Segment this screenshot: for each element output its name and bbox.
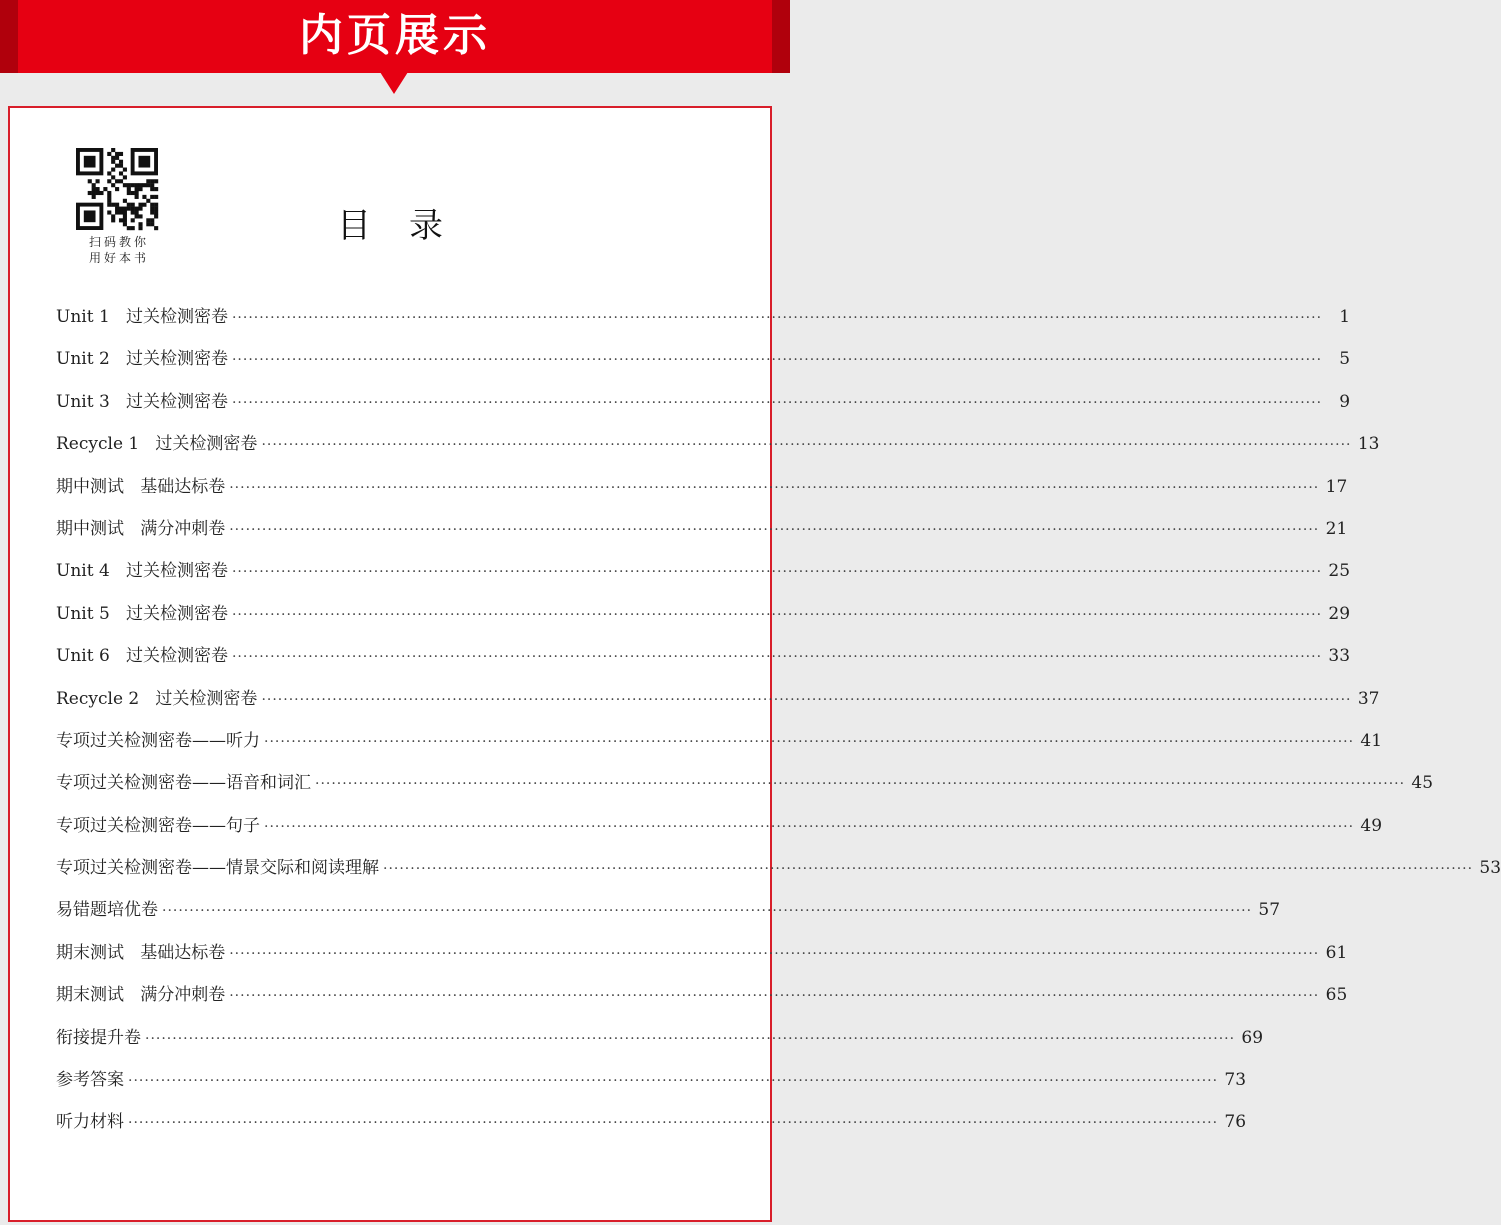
toc-page-number: 57: [1258, 900, 1281, 921]
toc-leader-dots: ········································································································································································································: [383, 861, 1474, 878]
toc-page-number: 17: [1325, 476, 1348, 497]
toc-leader-dots: ········································································································································································································: [162, 903, 1253, 920]
toc-entry-title: 期中测试 满分冲刺卷: [56, 518, 226, 539]
toc-leader-dots: ········································································································································································································: [231, 564, 1323, 581]
toc-entry-title: Recycle 1 过关检测密卷: [56, 434, 258, 455]
toc-row: [56, 889, 1281, 931]
toc-row: [56, 932, 1348, 974]
toc-leader-dots: ········································································································································································································: [128, 1073, 1219, 1090]
toc-entry-title: 专项过关检测密卷——情景交际和阅读理解: [56, 858, 379, 879]
toc-row: [56, 847, 1501, 889]
toc-row: [56, 338, 1351, 380]
toc-page-number: 73: [1224, 1070, 1247, 1091]
toc-row: [56, 635, 1351, 677]
toc-entry-title: 专项过关检测密卷——听力: [56, 730, 260, 751]
toc-page-number: 13: [1357, 434, 1380, 455]
page-title: 目录: [337, 206, 481, 246]
toc-leader-dots: ········································································································································································································: [231, 352, 1323, 369]
toc-row: [56, 1017, 1264, 1059]
toc-page-number: 53: [1479, 858, 1501, 879]
chevron-down-icon: [380, 72, 408, 94]
toc-row: [56, 550, 1351, 592]
toc-leader-dots: ········································································································································································································: [231, 649, 1323, 666]
toc-page-number: 9: [1339, 391, 1351, 412]
toc-page-number: 21: [1325, 518, 1348, 539]
toc-leader-dots: ········································································································································································································: [264, 818, 1355, 835]
toc-row: [56, 1101, 1247, 1143]
toc-row: [56, 1059, 1247, 1101]
qr-caption-line2: 用好本书: [88, 251, 149, 265]
toc-entry-title: 期末测试 基础达标卷: [56, 942, 226, 963]
toc-row: [56, 805, 1383, 847]
toc-row: [56, 381, 1351, 423]
toc-entry-title: 听力材料: [56, 1112, 124, 1133]
toc-row: [56, 678, 1380, 720]
toc-page-number: 41: [1360, 730, 1383, 751]
toc-entry-title: Unit 1 过关检测密卷: [56, 307, 228, 327]
toc-entry-title: 参考答案: [56, 1070, 124, 1091]
toc-row: [56, 423, 1380, 465]
toc-row: [56, 762, 1434, 804]
toc-entry-title: Unit 5 过关检测密卷: [56, 603, 228, 624]
header-banner: [0, 0, 790, 73]
toc-page-number: 29: [1328, 603, 1351, 624]
toc-entry-title: 期末测试 满分冲刺卷: [56, 985, 226, 1006]
table-of-contents: [56, 296, 1501, 1144]
toc-entry-title: 易错题培优卷: [56, 900, 158, 921]
toc-page-number: 33: [1328, 646, 1351, 667]
toc-row: [56, 466, 1348, 508]
toc-page-number: 45: [1411, 773, 1434, 794]
toc-entry-title: Unit 4 过关检测密卷: [56, 561, 228, 582]
toc-entry-title: Unit 3 过关检测密卷: [56, 391, 228, 412]
toc-leader-dots: ········································································································································································································: [315, 776, 1406, 793]
toc-row: [56, 593, 1351, 635]
toc-leader-dots: ········································································································································································································: [229, 945, 1320, 962]
toc-row: [56, 974, 1348, 1016]
toc-entry-title: Unit 2 过关检测密卷: [56, 349, 228, 370]
toc-page-number: 5: [1339, 349, 1351, 370]
toc-leader-dots: ········································································································································································································: [231, 606, 1323, 623]
toc-page-number: 65: [1325, 985, 1348, 1006]
toc-leader-dots: ········································································································································································································: [264, 733, 1355, 750]
toc-row: [56, 508, 1348, 550]
toc-leader-dots: ········································································································································································································: [229, 479, 1320, 496]
toc-leader-dots: ········································································································································································································: [229, 521, 1320, 538]
toc-page-number: 49: [1360, 815, 1383, 836]
banner-title: 内页展示: [299, 10, 491, 61]
toc-leader-dots: ········································································································································································································: [231, 310, 1323, 326]
toc-row: [56, 296, 1351, 338]
toc-leader-dots: ········································································································································································································: [261, 691, 1352, 708]
toc-page-number: 69: [1241, 1027, 1264, 1048]
toc-entry-title: 衔接提升卷: [56, 1027, 141, 1048]
toc-entry-title: Recycle 2 过关检测密卷: [56, 688, 258, 709]
toc-page-number: 25: [1328, 561, 1351, 582]
qr-caption-line1: 扫码教你: [88, 235, 149, 249]
toc-entry-title: 专项过关检测密卷——语音和词汇: [56, 773, 311, 794]
toc-page-number: 76: [1224, 1112, 1247, 1133]
toc-leader-dots: ········································································································································································································: [145, 1030, 1236, 1047]
toc-page-number: 1: [1339, 307, 1351, 327]
toc-row: [56, 720, 1383, 762]
toc-leader-dots: ········································································································································································································: [229, 988, 1320, 1005]
toc-entry-title: 期中测试 基础达标卷: [56, 476, 226, 497]
toc-entry-title: Unit 6 过关检测密卷: [56, 646, 228, 667]
page-preview: [8, 106, 1501, 1222]
toc-leader-dots: ········································································································································································································: [231, 394, 1323, 411]
toc-entry-title: 专项过关检测密卷——句子: [56, 815, 260, 836]
toc-page-number: 37: [1357, 688, 1380, 709]
toc-page-number: 61: [1325, 942, 1348, 963]
toc-leader-dots: ········································································································································································································: [128, 1115, 1219, 1132]
toc-leader-dots: ········································································································································································································: [261, 437, 1352, 454]
